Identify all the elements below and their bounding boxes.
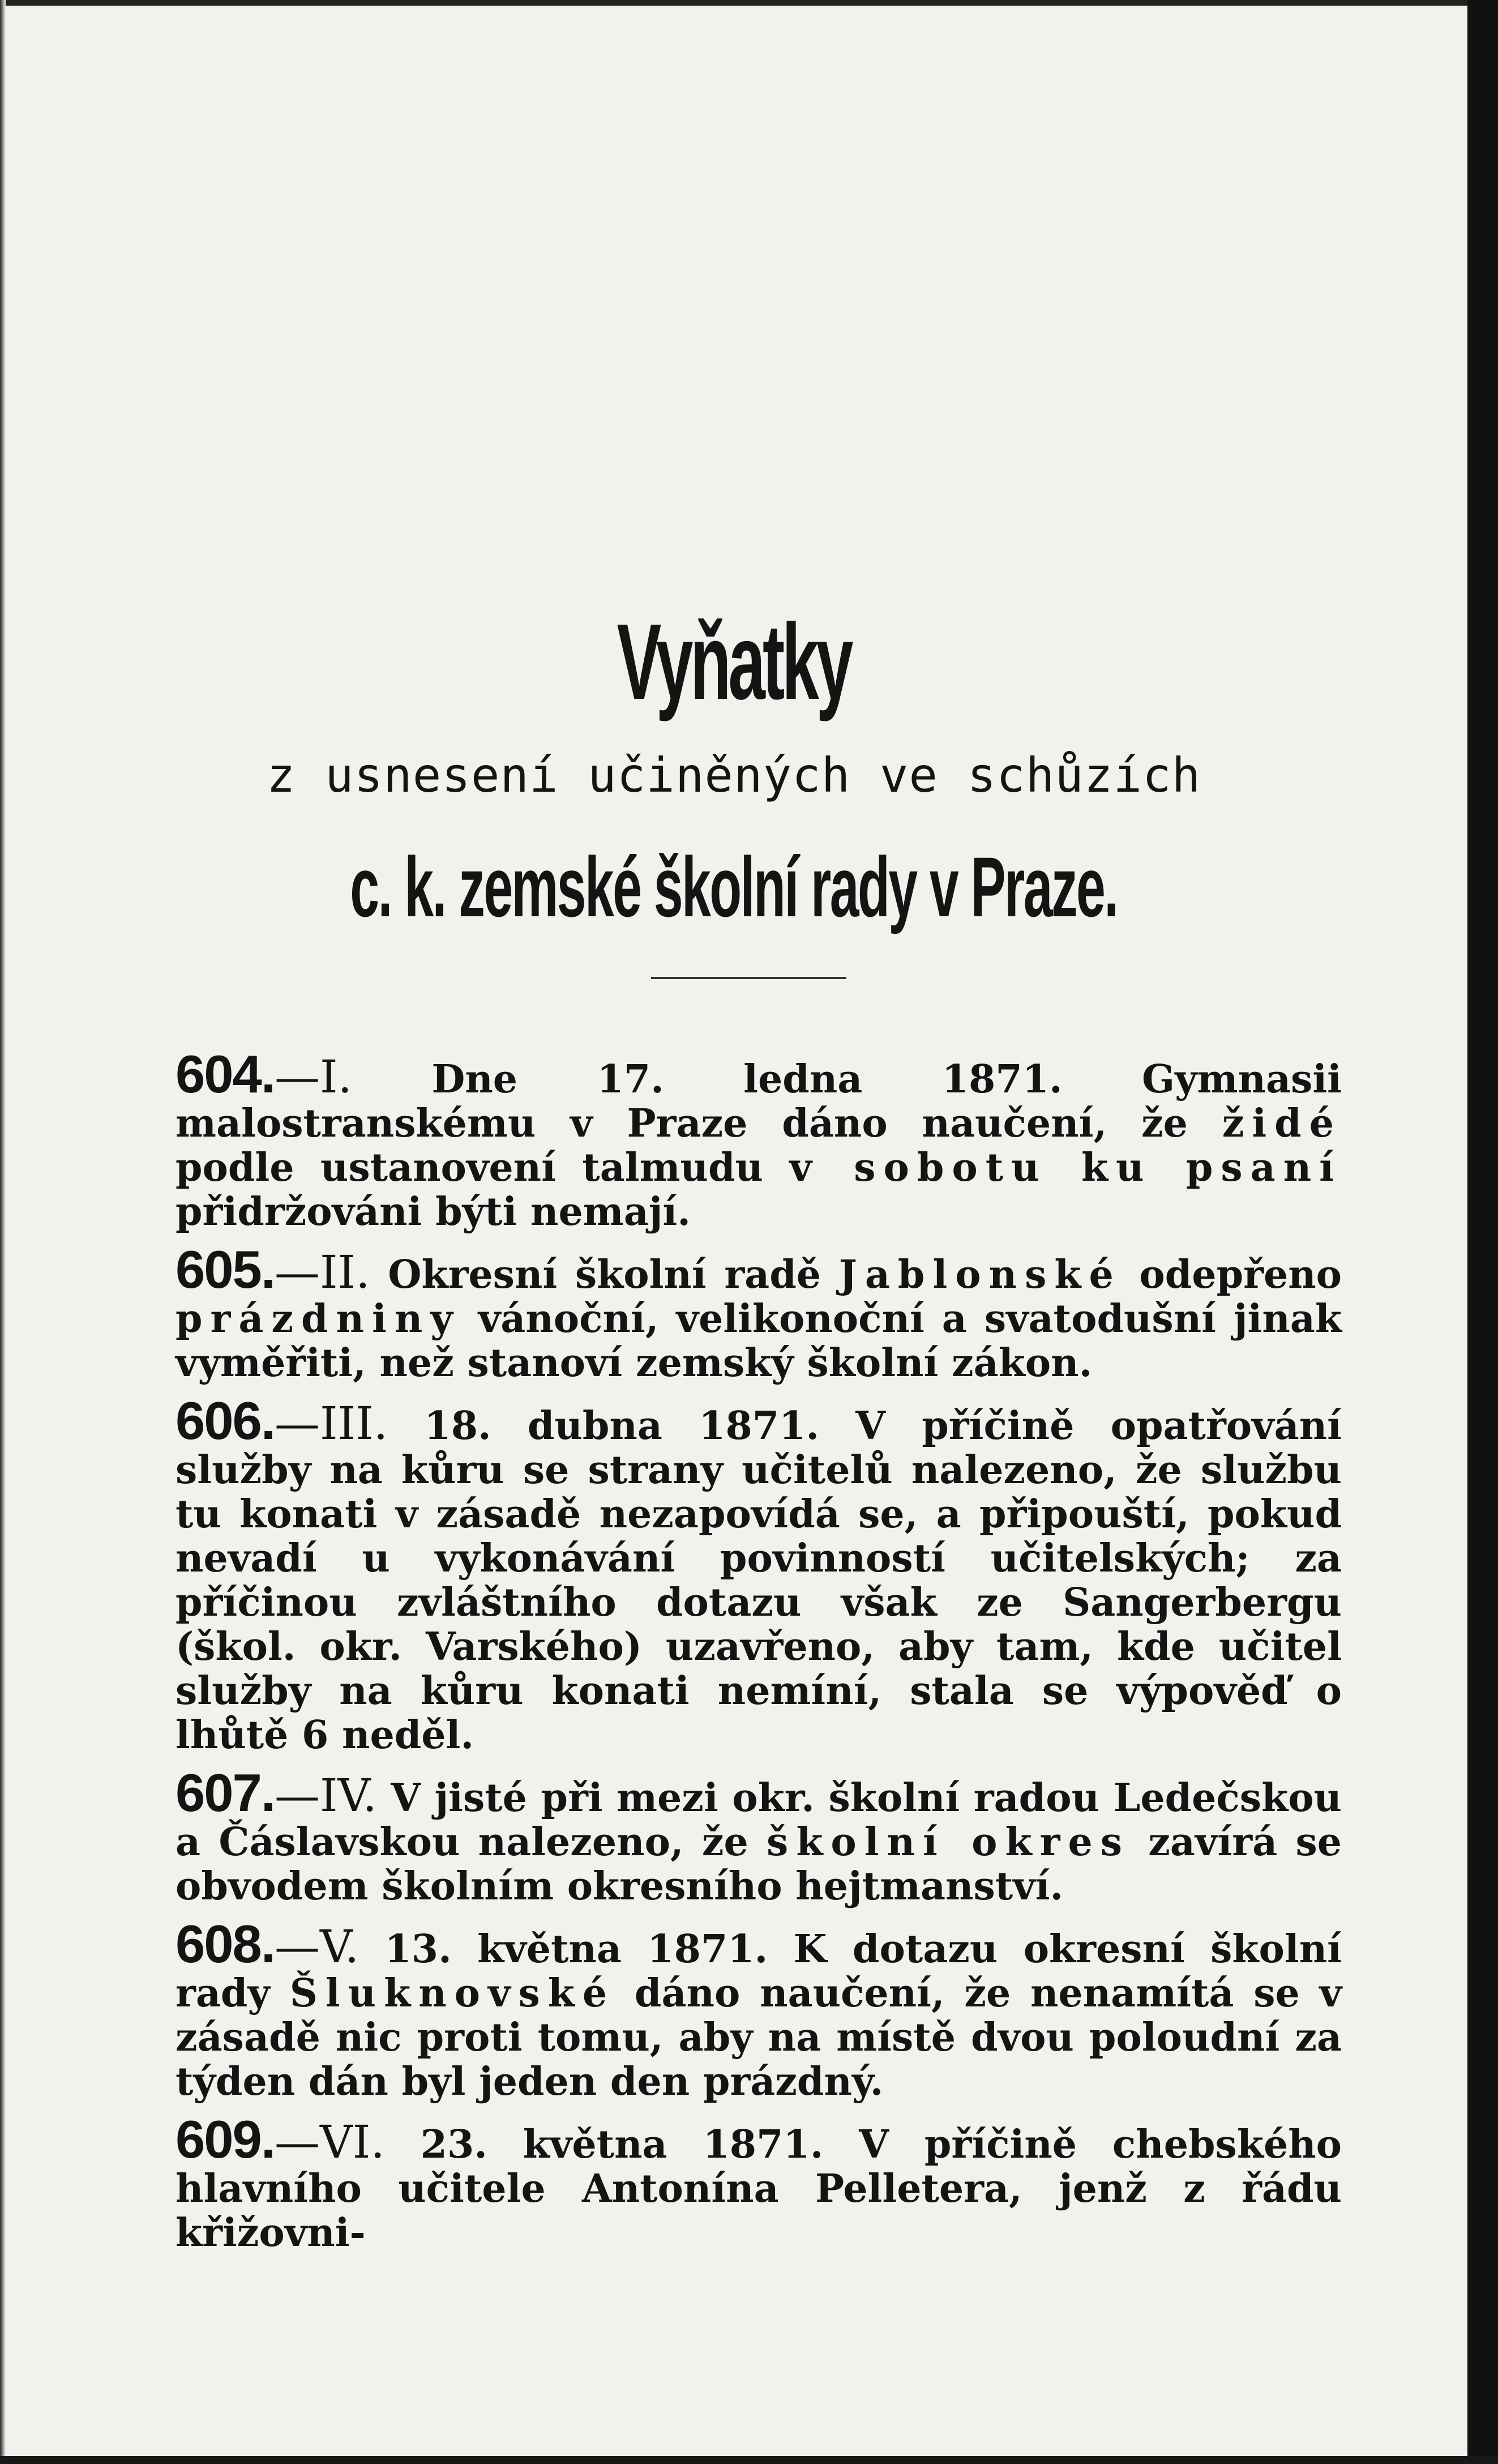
issuing-authority: c. k. zemské školní rady v Praze. bbox=[350, 839, 1118, 934]
resolution-entry-606 bbox=[176, 1391, 1342, 1758]
entry-text: Okresní školní radě bbox=[370, 1252, 839, 1297]
entry-text: 23. května 1871. V příčině chebského hlavního učitele Antonína Pelletera, jenž z řádu křižovni- bbox=[176, 2122, 1342, 2256]
resolution-entry-607 bbox=[176, 1763, 1342, 1909]
resolutions-list bbox=[176, 1044, 1342, 2269]
entry-number: 608. bbox=[176, 1914, 275, 1974]
entry-roman-numeral: —IV. bbox=[274, 1769, 377, 1822]
entry-number: 604. bbox=[176, 1044, 275, 1104]
entry-text: podle ustanovení talmudu bbox=[176, 1145, 790, 1190]
entry-spaced-text: školní okres bbox=[767, 1820, 1131, 1865]
scan-border-left bbox=[0, 0, 6, 2464]
entry-spaced-text: prázdniny bbox=[176, 1296, 461, 1342]
entry-number: 606. bbox=[176, 1391, 275, 1450]
entry-text: 18. dubna 1871. V příčině opatřování služby na kůru se strany učitelů nalezeno, že službu tu konati v zásadě nezapovídá se, a připouští, pokud nevadí u vykonávání povinností učitelských; za příčinou zvláštního dotazu však ze Sangerbergu (škol. okr. Varského) uzavřeno, aby tam, kde učitel služby na kůru konati nemíní, stala se výpověď o lhůtě 6 neděl. bbox=[176, 1403, 1342, 1758]
entry-text: dáno naučení, že nenamítá se v zásadě nic proti tomu, aby na místě dvou poloudní za týden dán byl jeden den prázdný. bbox=[176, 1971, 1342, 2104]
scan-border-bottom bbox=[0, 2456, 1498, 2464]
resolution-entry-605 bbox=[176, 1240, 1342, 1386]
entry-text: odepřeno bbox=[1121, 1252, 1342, 1297]
entry-text: Dne 17. ledna 1871. Gymnasii malostranskému v Praze dáno naučení, že bbox=[176, 1057, 1342, 1146]
entry-spaced-text: Šluknovské bbox=[289, 1971, 615, 2016]
entry-number: 609. bbox=[176, 2109, 275, 2169]
entry-spaced-text: židé bbox=[1222, 1101, 1342, 1146]
entry-roman-numeral: —VI. bbox=[274, 2116, 385, 2168]
page-title: Vyňatky bbox=[617, 602, 851, 722]
resolution-entry-609 bbox=[176, 2109, 1342, 2256]
entry-text: vánoční, velikonoční a svatodušní jinak vyměřiti, než stanoví zemský školní zákon. bbox=[176, 1296, 1342, 1386]
scan-border-top bbox=[0, 0, 1498, 6]
resolution-entry-608 bbox=[176, 1914, 1342, 2104]
scan-border-right bbox=[1467, 0, 1498, 2464]
section-divider bbox=[651, 977, 846, 979]
entry-number: 605. bbox=[176, 1240, 275, 1299]
resolution-entry-604 bbox=[176, 1044, 1342, 1235]
page-subtitle: z usnesení učiněných ve schůzích bbox=[266, 748, 1201, 803]
entry-text: V jisté při mezi okr. školní radou Ledečskou a Čáslavskou nalezeno, že bbox=[176, 1775, 1342, 1865]
entry-roman-numeral: —I. bbox=[274, 1050, 352, 1103]
entry-roman-numeral: —V. bbox=[274, 1920, 359, 1973]
entry-number: 607. bbox=[176, 1763, 275, 1822]
entry-spaced-text: Jablonské bbox=[838, 1252, 1122, 1297]
entry-spaced-text: v sobotu ku psaní bbox=[789, 1145, 1342, 1190]
entry-roman-numeral: —II. bbox=[274, 1246, 370, 1299]
entry-text: přidržováni býti nemají. bbox=[176, 1189, 691, 1235]
entry-text: zavírá se obvodem školním okresního hejtmanství. bbox=[176, 1820, 1342, 1909]
entry-roman-numeral: —III. bbox=[274, 1397, 388, 1450]
entry-text: 13. května 1871. K dotazu okresní školní rady bbox=[176, 1927, 1342, 2016]
